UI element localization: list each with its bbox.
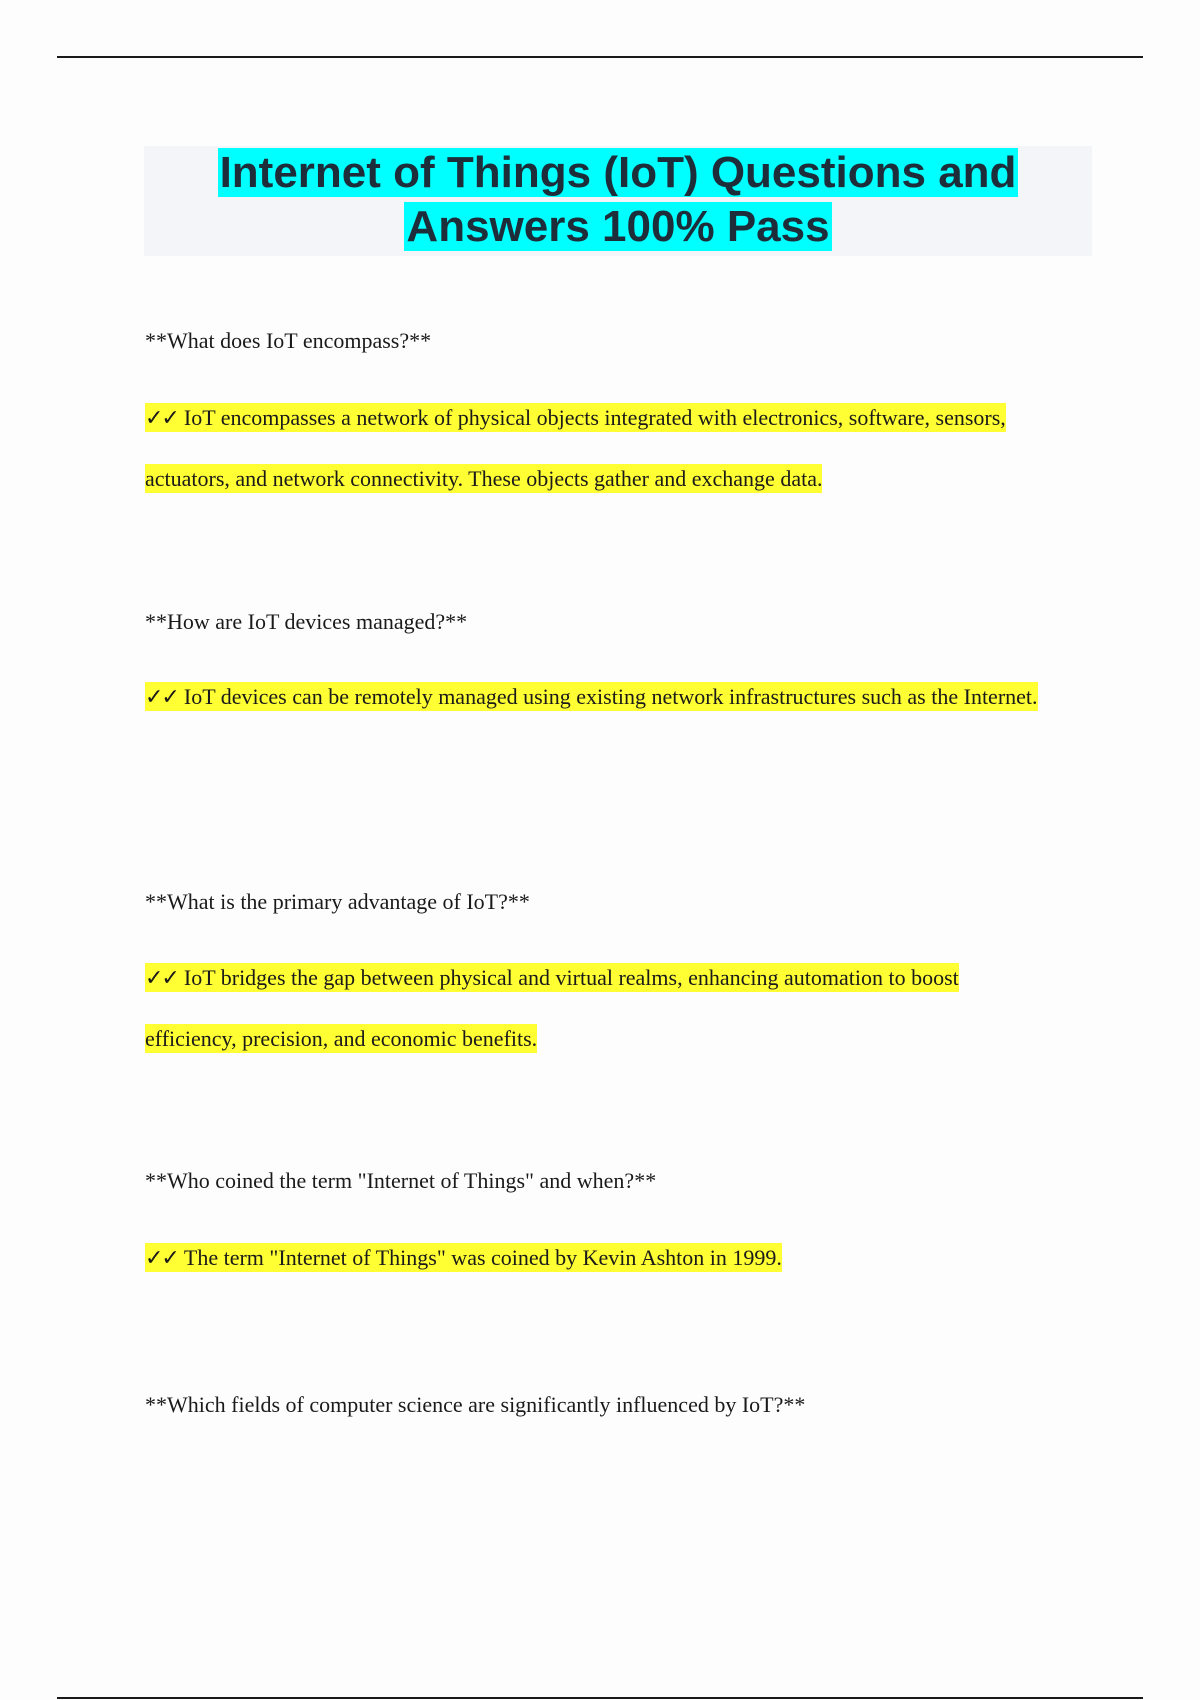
answer-4 [145, 1228, 1045, 1289]
answer-2 [145, 667, 1045, 728]
question-5: **Which fields of computer science are significantly influenced by IoT?** [145, 1392, 806, 1417]
answer-4-text: The term "Internet of Things" was coined by Kevin Ashton in 1999. [183, 1245, 782, 1270]
bottom-rule [57, 1697, 1143, 1699]
question-3: **What is the primary advantage of IoT?** [145, 889, 530, 914]
double-check-icon: ✓✓ [145, 1246, 178, 1271]
title-line-1: Internet of Things (IoT) Questions and [219, 148, 1017, 197]
document-title [144, 146, 1092, 256]
answer-3 [145, 948, 1045, 1069]
title-line-2: Answers 100% Pass [406, 202, 830, 251]
double-check-icon: ✓✓ [145, 406, 178, 431]
answer-1 [145, 388, 1045, 509]
answer-2-text: IoT devices can be remotely managed using existing network infrastructures such as the Internet. [183, 684, 1038, 709]
answer-3-text: IoT bridges the gap between physical and virtual realms, enhancing automation to boost efficiency, precision, and economic benefits. [145, 965, 959, 1051]
question-1: **What does IoT encompass?** [145, 328, 432, 353]
question-4: **Who coined the term "Internet of Things" and when?** [145, 1168, 657, 1193]
double-check-icon: ✓✓ [145, 685, 178, 710]
question-2: **How are IoT devices managed?** [145, 609, 468, 634]
top-rule [57, 56, 1143, 58]
double-check-icon: ✓✓ [145, 966, 178, 991]
answer-1-text: IoT encompasses a network of physical objects integrated with electronics, software, sensors, actuators, and network connectivity. These objects gather and exchange data. [145, 405, 1006, 491]
